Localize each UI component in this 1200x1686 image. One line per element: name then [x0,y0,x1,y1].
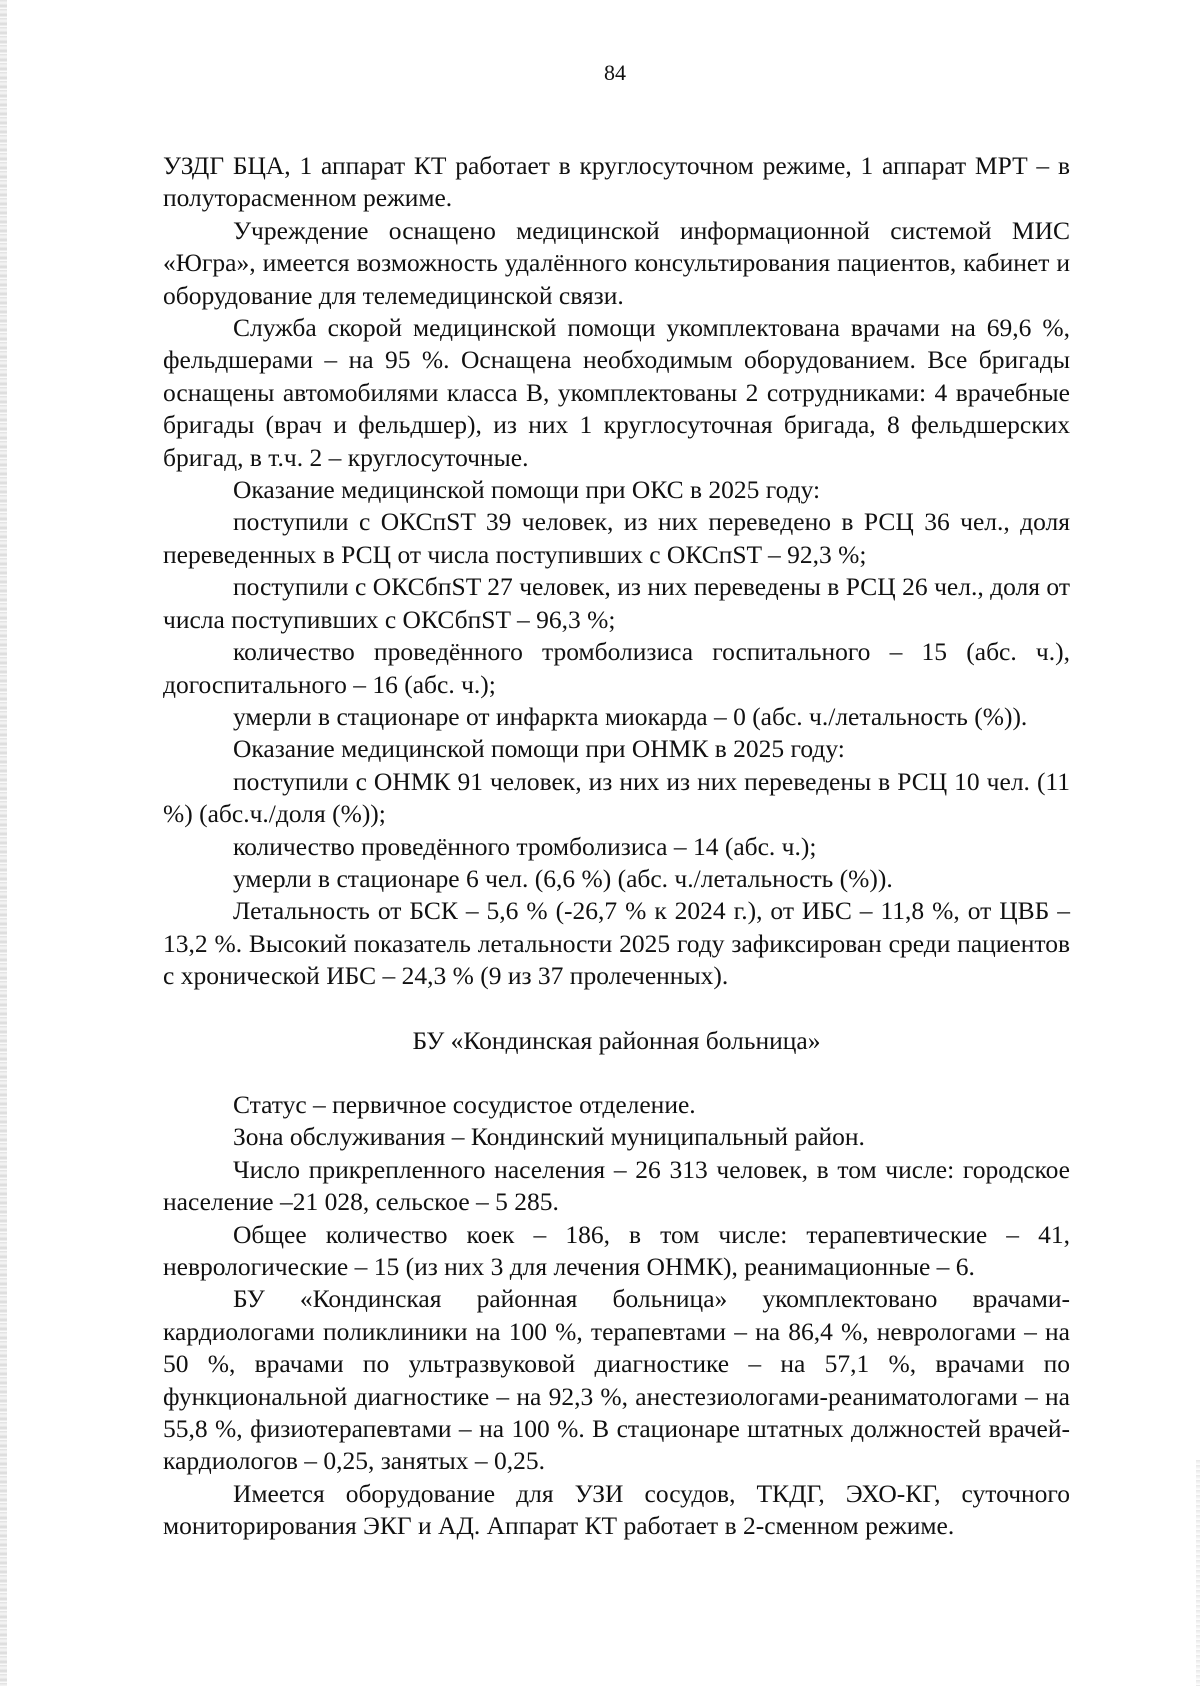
paragraph: умерли в стационаре 6 чел. (6,6 %) (абс. ч./летальность (%)). [233,863,893,893]
paragraph: поступили с ОКСпST 39 человек, из них переведено в РСЦ 36 чел., доля переведенных в РСЦ от числа поступивших с ОКСпST – 92,3 %; [163,507,1070,569]
paragraph: количество проведённого тромболизиса госпитального – 15 (абс. ч.), догоспитального – 16 (абс. ч.); [163,637,1070,699]
paragraph-equipment: Имеется оборудование для УЗИ сосудов, ТКДГ, ЭХО-КГ, суточного мониторирования ЭКГ и АД. Аппарат КТ работает в 2-сменном режиме. [163,1478,1070,1541]
paragraph-status: Статус – первичное сосудистое отделение. [233,1089,696,1119]
paragraph-mortality: Летальность от БСК – 5,6 % (-26,7 % к 2024 г.), от ИБС – 11,8 %, от ЦВБ – 13,2 %. Высокий показатель летальности 2025 году зафиксирован среди пациентов с хронической ИБС – 24,3 % (9 из 37 пролеченных). [163,896,1070,991]
paragraph: количество проведённого тромболизиса – 14 (абс. ч.); [233,831,817,861]
document-body [163,150,1070,1543]
paragraph-beds: Общее количество коек – 186, в том числе: терапевтические – 41, неврологические – 15 (из них 3 для лечения ОНМК), реанимационные – 6. [163,1219,1070,1281]
paragraph: Учреждение оснащено медицинской информационной системой МИС «Югра», имеется возможность удалённого консультирования пациентов, кабинет и оборудование для телемедицинской связи. [163,215,1070,310]
scan-edge-right [1196,1460,1200,1686]
paragraph-service-area: Зона обслуживания – Кондинский муниципальный район. [233,1122,865,1152]
paragraph-continuation: УЗДГ БЦА, 1 аппарат КТ работает в круглосуточном режиме, 1 аппарат МРТ – в полуторасменном режиме. [163,151,1070,213]
paragraph-population: Число прикрепленного населения – 26 313 человек, в том числе: городское население –21 028, сельское – 5 285. [163,1154,1070,1217]
paragraph: поступили с ОНМК 91 человек, из них из них переведены в РСЦ 10 чел. (11 %) (абс.ч./доля (%)); [163,766,1070,829]
page-number: 84 [604,60,626,85]
paragraph: поступили с ОКСбпST 27 человек, из них переведены в РСЦ 26 чел., доля от числа поступивших с ОКСбпST – 96,3 %; [163,572,1070,634]
paragraph: умерли в стационаре от инфаркта миокарда – 0 (абс. ч./летальность (%)). [233,701,1028,731]
scan-edge-left [0,0,7,1686]
paragraph: Служба скорой медицинской помощи укомплектована врачами на 69,6 %, фельдшерами – на 95 %. Оснащена необходимым оборудованием. Все бригады оснащены автомобилями класса В, укомплектованы 2 сотрудниками: 4 врачебные бригады (врач и фельдшер), из них 1 круглосуточная бригада, 8 фельдшерских бригад, в т.ч. 2 – круглосуточные. [163,313,1070,472]
paragraph-onmk-intro: Оказание медицинской помощи при ОНМК в 2025 году: [233,734,845,764]
paragraph-staffing: БУ «Кондинская районная больница» укомплектовано врачами-кардиологами поликлиники на 100 %, терапевтами – на 86,4 %, неврологами – на 50 %, врачами по ультразвуковой диагностике – на 57,1 %, врачами по функциональной диагностике – на 92,3 %, анестезиологами-реаниматологами – на 55,8 %, физиотерапевтами – на 100 %. В стационаре штатных должностей врачей-кардиологов – 0,25, занятых – 0,25. [163,1284,1070,1476]
paragraph-oks-intro: Оказание медицинской помощи при ОКС в 2025 году: [233,475,821,505]
section-heading: БУ «Кондинская районная больница» [412,1025,821,1055]
